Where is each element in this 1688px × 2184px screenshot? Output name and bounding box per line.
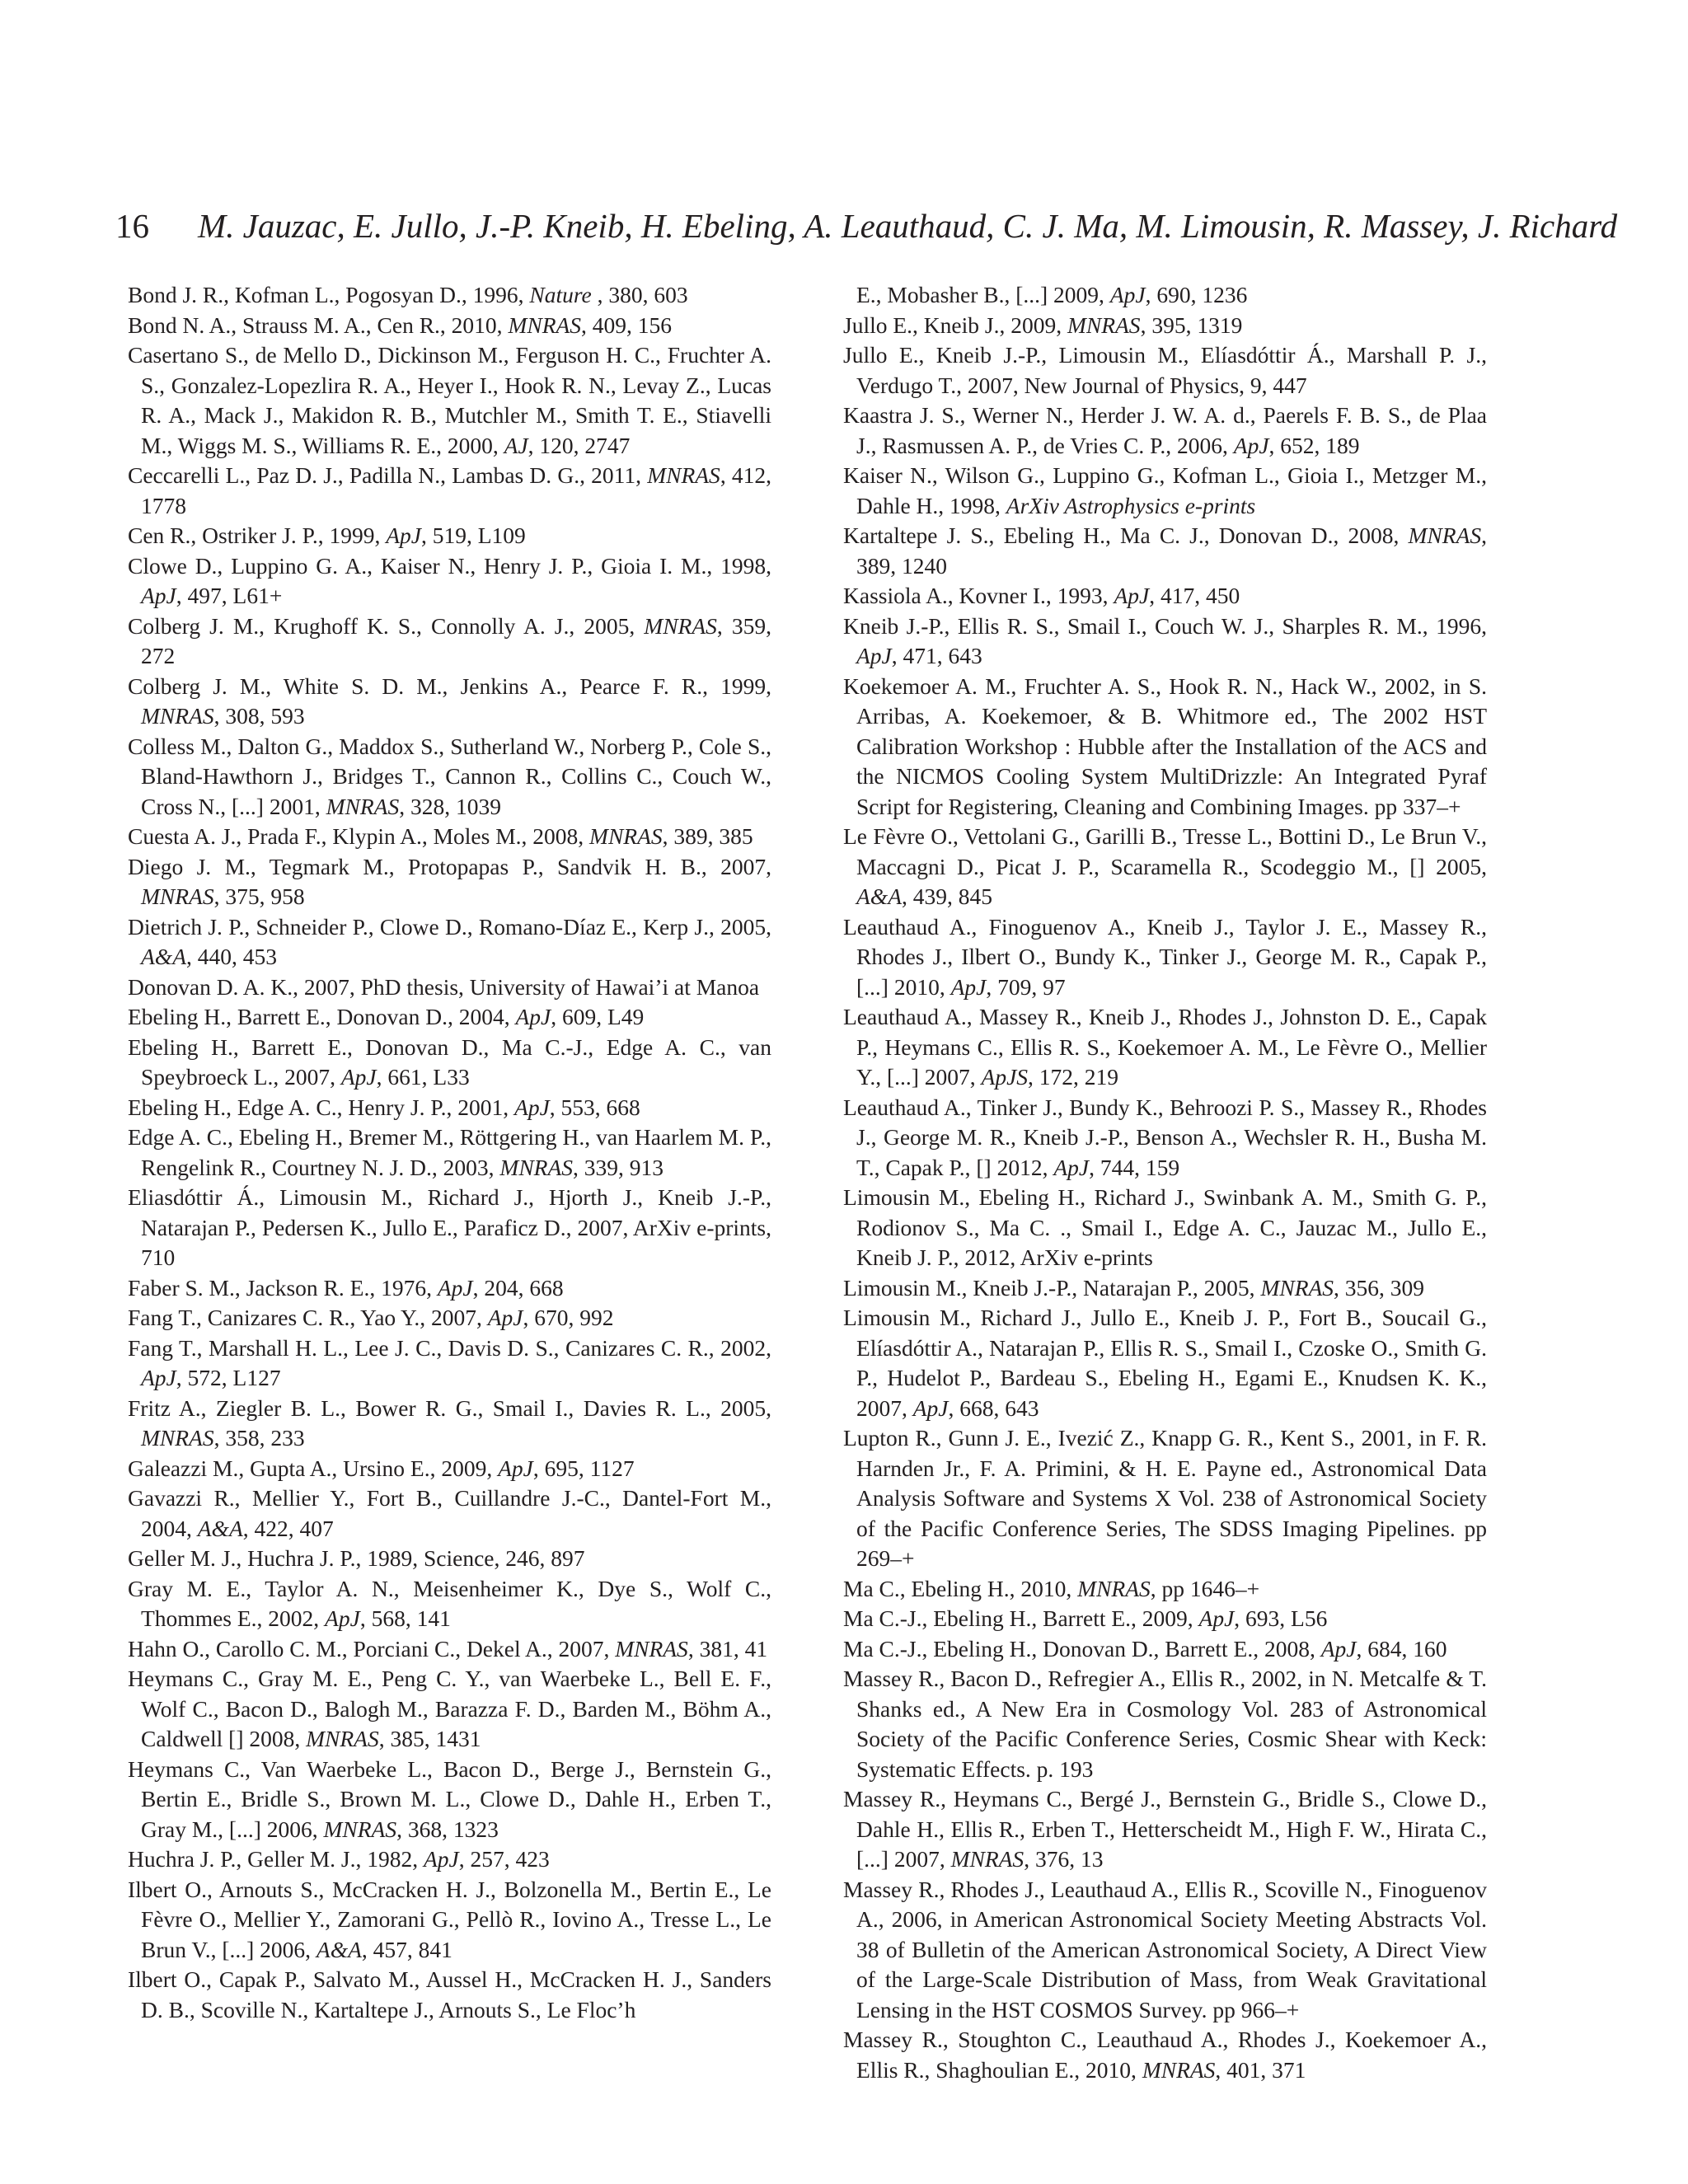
reference-journal: ApJ xyxy=(141,1365,176,1390)
reference-volume-pages: , 572, L127 xyxy=(176,1365,281,1390)
reference-journal: MNRAS xyxy=(141,883,214,909)
reference-text: Limousin M., Ebeling H., Richard J., Swinbank A. M., Smith G. P., Rodionov S., Ma C. ., Smail I., Edge A. C., Jauzac M., Jullo E., Kneib J. P., 2012, ArXiv e-prints xyxy=(843,1184,1487,1270)
references-left-column xyxy=(128,280,771,2025)
reference-entry xyxy=(843,1634,1487,1665)
reference-text: Bond J. R., Kofman L., Pogosyan D., 1996, xyxy=(128,282,530,307)
reference-volume-pages: , 668, 643 xyxy=(948,1394,1039,1421)
reference-entry xyxy=(128,672,771,732)
reference-volume-pages: , 389, 385 xyxy=(662,823,753,849)
reference-text: Massey R., Bacon D., Refregier A., Ellis R., 2002, in N. Metcalfe & T. Shanks ed., A New Era in Cosmology Vol. 283 of Astronomical Society of the Pacific Conference Series, Cosmic Shear with Keck: Systematic Effects. p. 193 xyxy=(843,1666,1487,1782)
reference-entry xyxy=(843,822,1487,912)
reference-journal: MNRAS xyxy=(1067,312,1141,338)
reference-entry xyxy=(843,612,1487,672)
reference-entry xyxy=(843,2025,1487,2085)
reference-volume-pages: , 709, 97 xyxy=(986,973,1066,1000)
page-number: 16 xyxy=(115,207,149,245)
reference-entry xyxy=(128,340,771,461)
reference-entry xyxy=(843,340,1487,401)
reference-text: Lupton R., Gunn J. E., Ivezić Z., Knapp G. R., Kent S., 2001, in F. R. Harnden Jr., F. A. Primini, & H. E. Payne ed., Astronomical Data Analysis Software and Systems X Vol. 238 of Astronomical Society of the Pacific Conference Series, The SDSS Imaging Pipelines. pp 269–+ xyxy=(843,1425,1487,1571)
reference-volume-pages: , 661, L33 xyxy=(376,1064,470,1090)
reference-entry xyxy=(128,461,771,521)
reference-text: Fang T., Marshall H. L., Lee J. C., Davis D. S., Canizares C. R., 2002, xyxy=(128,1334,771,1361)
reference-journal: ApJ xyxy=(1114,583,1150,608)
reference-journal: MNRAS xyxy=(1077,1575,1151,1601)
reference-journal: ApJ xyxy=(514,1094,550,1120)
reference-text: Cuesta A. J., Prada F., Klypin A., Moles M., 2008, xyxy=(128,823,590,849)
reference-journal: ApJ xyxy=(1053,1154,1090,1180)
reference-text: Huchra J. P., Geller M. J., 1982, xyxy=(128,1846,424,1872)
reference-text: Colberg J. M., Krughoff K. S., Connolly A. J., 2005, xyxy=(128,612,645,639)
reference-entry xyxy=(128,1755,771,1845)
reference-text: Cen R., Ostriker J. P., 1999, xyxy=(128,523,387,548)
reference-entry xyxy=(128,1664,771,1755)
reference-volume-pages: , 257, 423 xyxy=(458,1846,550,1872)
reference-text: Colberg J. M., White S. D. M., Jenkins A., Pearce F. R., 1999, xyxy=(128,673,771,699)
running-head: M. Jauzac, E. Jullo, J.-P. Kneib, H. Ebeling, A. Leauthaud, C. J. Ma, M. Limousin, R. Massey, J. Richard xyxy=(198,207,1618,245)
reference-entry xyxy=(843,1273,1487,1304)
reference-text: Ma C.-J., Ebeling H., Donovan D., Barrett E., 2008, xyxy=(843,1635,1321,1661)
reference-text: Limousin M., Kneib J.-P., Natarajan P., 2005, xyxy=(843,1274,1261,1301)
reference-volume-pages: , 693, L56 xyxy=(1234,1605,1328,1631)
reference-text: Ebeling H., Barrett E., Donovan D., 2004, xyxy=(128,1004,516,1029)
reference-journal: ApJ xyxy=(950,973,987,1000)
reference-volume-pages: , 120, 2747 xyxy=(528,432,631,458)
reference-volume-pages: , 417, 450 xyxy=(1149,583,1240,608)
reference-volume-pages: , 553, 668 xyxy=(549,1094,640,1120)
reference-journal: MNRAS xyxy=(499,1154,574,1180)
reference-text: Heymans C., Gray M. E., Peng C. Y., van Waerbeke L., Bell E. F., Wolf C., Bacon D., Balogh M., Barazza F. D., Barden M., Böhm A., Caldwell [] 2008, xyxy=(128,1666,771,1751)
reference-entry xyxy=(843,1574,1487,1605)
reference-journal: MNRAS xyxy=(647,462,720,488)
reference-journal: Nature xyxy=(529,282,592,307)
reference-journal: MNRAS xyxy=(306,1726,379,1751)
reference-volume-pages: , 609, L49 xyxy=(551,1004,645,1029)
reference-text: Leauthaud A., Finoguenov A., Kneib J., Taylor J. E., Massey R., Rhodes J., Ilbert O., Bundy K., Tinker J., George M. R., Capak P., [...] 2010, xyxy=(843,913,1487,1000)
reference-entry xyxy=(128,852,771,912)
reference-text: Eliasdóttir Á., Limousin M., Richard J., Hjorth J., Kneib J.-P., Natarajan P., Pedersen K., Jullo E., Paraficz D., 2007, ArXiv e-prints, 710 xyxy=(128,1184,771,1270)
reference-entry xyxy=(128,1574,771,1634)
reference-entry xyxy=(843,1423,1487,1574)
reference-volume-pages: , 412, 1778 xyxy=(141,462,771,518)
reference-journal: MNRAS xyxy=(1142,2056,1216,2083)
reference-volume-pages: , 684, 160 xyxy=(1356,1635,1447,1661)
reference-entry xyxy=(128,1033,771,1093)
reference-entry xyxy=(843,581,1487,612)
reference-volume-pages: , 568, 141 xyxy=(359,1605,451,1631)
reference-entry xyxy=(128,1303,771,1333)
reference-volume-pages: , 690, 1236 xyxy=(1145,282,1248,307)
reference-volume-pages: , 368, 1323 xyxy=(396,1816,499,1842)
reference-entry xyxy=(128,912,771,972)
reference-text: Jullo E., Kneib J., 2009, xyxy=(843,312,1067,338)
reference-text: Dietrich J. P., Schneider P., Clowe D., Romano-Díaz E., Kerp J., 2005, xyxy=(128,913,771,940)
reference-text: Donovan D. A. K., 2007, PhD thesis, University of Hawai’i at Manoa xyxy=(128,973,760,1000)
reference-entry xyxy=(128,732,771,823)
reference-journal: ApJ xyxy=(912,1394,949,1421)
reference-journal: MNRAS xyxy=(1408,523,1482,548)
reference-text: Ceccarelli L., Paz D. J., Padilla N., Lambas D. G., 2011, xyxy=(128,462,648,488)
reference-text: Gavazzi R., Mellier Y., Fort B., Cuillandre J.-C., Dantel-Fort M., 2004, xyxy=(128,1485,771,1541)
reference-text: Ilbert O., Capak P., Salvato M., Aussel H., McCracken H. J., Sanders D. B., Scoville N., Kartaltepe J., Arnouts S., Le Floc’h xyxy=(128,1966,771,2022)
reference-text: Bond N. A., Strauss M. A., Cen R., 2010, xyxy=(128,312,509,338)
reference-volume-pages: , 204, 668 xyxy=(472,1274,564,1301)
reference-volume-pages: , 695, 1127 xyxy=(532,1455,635,1481)
reference-volume-pages: , 652, 189 xyxy=(1268,432,1360,458)
reference-journal: MNRAS xyxy=(615,1635,688,1661)
reference-journal: ApJ xyxy=(498,1455,533,1481)
reference-journal: MNRAS xyxy=(508,312,582,338)
reference-entry xyxy=(843,280,1487,311)
reference-volume-pages: , 422, 407 xyxy=(242,1515,334,1541)
reference-text: Le Fèvre O., Vettolani G., Garilli B., Tresse L., Bottini D., Le Brun V., Maccagni D., Picat J. P., Scaramella R., Scodeggio M., [] 2005, xyxy=(843,823,1487,879)
reference-journal: ApJ xyxy=(515,1004,551,1029)
reference-journal: ArXiv Astrophysics e-prints xyxy=(1006,492,1256,518)
reference-journal: MNRAS xyxy=(1260,1274,1334,1301)
reference-volume-pages: , 497, L61+ xyxy=(176,583,283,608)
reference-entry xyxy=(128,1454,771,1484)
reference-entry xyxy=(843,672,1487,823)
reference-entry xyxy=(128,1183,771,1273)
reference-entry xyxy=(128,612,771,672)
reference-volume-pages: , 339, 913 xyxy=(573,1154,664,1180)
reference-text: Geller M. J., Huchra J. P., 1989, Science, 246, 897 xyxy=(128,1545,585,1571)
reference-text: Diego J. M., Tegmark M., Protopapas P., Sandvik H. B., 2007, xyxy=(128,853,771,879)
reference-journal: ApJ xyxy=(1109,282,1146,307)
reference-text: Heymans C., Van Waerbeke L., Bacon D., Berge J., Bernstein G., Bertin E., Bridle S., Brown M. L., Clowe D., Dahle H., Erben T., Gray M., [...] 2006, xyxy=(128,1755,771,1842)
reference-entry xyxy=(128,1965,771,2025)
reference-entry xyxy=(128,1002,771,1033)
reference-text: Fritz A., Ziegler B. L., Bower R. G., Smail I., Davies R. L., 2005, xyxy=(128,1394,771,1421)
reference-text: Massey R., Rhodes J., Leauthaud A., Ellis R., Scoville N., Finoguenov A., 2006, in American Astronomical Society Meeting Abstracts Vol. 38 of Bulletin of the American Astronomical Society, A Direct View of the Large-Scale Distribution of Mass, from Weak Gravitational Lensing in the HST COSMOS Survey. pp 966–+ xyxy=(843,1876,1487,2022)
reference-journal: ApJ xyxy=(487,1305,523,1330)
reference-text: Faber S. M., Jackson R. E., 1976, xyxy=(128,1274,438,1301)
reference-journal: MNRAS xyxy=(141,1425,214,1451)
reference-entry xyxy=(843,1303,1487,1423)
reference-entry xyxy=(128,1122,771,1183)
reference-text: Kartaltepe J. S., Ebeling H., Ma C. J., Donovan D., 2008, xyxy=(843,523,1409,548)
reference-journal: MNRAS xyxy=(950,1846,1025,1872)
reference-text: Edge A. C., Ebeling H., Bremer M., Röttgering H., van Haarlem M. P., Rengelink R., Courtney N. J. D., 2003, xyxy=(128,1124,771,1180)
reference-journal: MNRAS xyxy=(589,823,663,849)
reference-text: Jullo E., Kneib J.-P., Limousin M., Elíasdóttir Á., Marshall P. J., Verdugo T., 2007, New Journal of Physics, 9, 447 xyxy=(843,342,1487,398)
reference-entry xyxy=(843,912,1487,1003)
reference-entry xyxy=(843,1093,1487,1183)
reference-volume-pages: , 401, 371 xyxy=(1215,2056,1306,2083)
reference-entry xyxy=(128,1483,771,1544)
reference-volume-pages: , 389, 1240 xyxy=(856,523,1487,579)
reference-entry xyxy=(843,311,1487,341)
reference-journal: MNRAS xyxy=(141,703,214,729)
reference-entry xyxy=(843,1002,1487,1093)
reference-journal: ApJ xyxy=(386,523,421,548)
reference-text: Hahn O., Carollo C. M., Porciani C., Dekel A., 2007, xyxy=(128,1635,616,1661)
reference-entry xyxy=(128,1273,771,1304)
reference-journal: ApJS xyxy=(981,1064,1029,1090)
reference-text: Limousin M., Richard J., Jullo E., Kneib J. P., Fort B., Soucail G., Elíasdóttir A., Natarajan P., Ellis R. S., Smail I., Czoske O., Smith G. P., Hudelot P., Bardeau S., Ebeling H., Egami E., Knudsen K. K., 2007, xyxy=(843,1305,1487,1421)
reference-text: E., Mobasher B., [...] 2009, xyxy=(856,282,1110,307)
reference-text: Fang T., Canizares C. R., Yao Y., 2007, xyxy=(128,1305,488,1330)
reference-entry xyxy=(843,1604,1487,1634)
reference-volume-pages: , 359, 272 xyxy=(141,612,771,668)
reference-entry xyxy=(128,551,771,612)
reference-journal: AJ xyxy=(504,432,528,458)
reference-text: Kneib J.-P., Ellis R. S., Smail I., Couch W. J., Sharples R. M., 1996, xyxy=(843,612,1487,639)
reference-volume-pages: , 409, 156 xyxy=(581,312,673,338)
reference-volume-pages: , 381, 41 xyxy=(687,1635,768,1661)
reference-text: Massey R., Stoughton C., Leauthaud A., Rhodes J., Koekemoer A., Ellis R., Shaghoulian E., 2010, xyxy=(843,2027,1487,2083)
reference-entry xyxy=(843,461,1487,521)
reference-entry xyxy=(128,1875,771,1966)
reference-volume-pages: , 358, 233 xyxy=(213,1425,305,1451)
reference-text: Kaastra J. S., Werner N., Herder J. W. A. d., Paerels F. B. S., de Plaa J., Rasmussen A. P., de Vries C. P., 2006, xyxy=(843,402,1487,458)
reference-entry xyxy=(128,1634,771,1665)
reference-volume-pages: , 308, 593 xyxy=(213,703,305,729)
reference-entry xyxy=(843,1784,1487,1875)
reference-journal: ApJ xyxy=(141,583,176,608)
reference-text: Kassiola A., Kovner I., 1993, xyxy=(843,583,1114,608)
reference-text: Casertano S., de Mello D., Dickinson M., Ferguson H. C., Fruchter A. S., Gonzalez-Lopezlira R. A., Heyer I., Hook R. N., Levay Z., Lucas R. A., Mack J., Makidon R. B., Mutchler M., Smith T. E., Stiavelli M., Wiggs M. S., Williams R. E., 2000, xyxy=(128,342,771,458)
reference-journal: ApJ xyxy=(856,643,892,668)
reference-journal: MNRAS xyxy=(644,612,717,639)
reference-volume-pages: , 395, 1319 xyxy=(1140,312,1243,338)
reference-volume-pages: , 385, 1431 xyxy=(378,1726,481,1751)
reference-text: Leauthaud A., Massey R., Kneib J., Rhodes J., Johnston D. E., Capak P., Heymans C., Ellis R. S., Koekemoer A. M., Le Fèvre O., Mellier Y., [...] 2007, xyxy=(843,1004,1487,1090)
reference-volume-pages: , 471, 643 xyxy=(891,643,982,668)
reference-volume-pages: , 328, 1039 xyxy=(399,793,501,819)
reference-journal: ApJ xyxy=(325,1605,360,1631)
reference-volume-pages: , 440, 453 xyxy=(186,944,277,969)
reference-volume-pages: , 519, L109 xyxy=(420,523,526,548)
reference-entry xyxy=(128,1844,771,1875)
reference-entry xyxy=(843,1664,1487,1784)
reference-volume-pages: , pp 1646–+ xyxy=(1150,1575,1260,1601)
reference-text: Colless M., Dalton G., Maddox S., Sutherland W., Norberg P., Cole S., Bland-Hawthorn J., Bridges T., Cannon R., Collins C., Couch W., Cross N., [...] 2001, xyxy=(128,733,771,819)
reference-entry xyxy=(843,401,1487,461)
reference-volume-pages: , 457, 841 xyxy=(361,1936,452,1962)
reference-entry xyxy=(843,1183,1487,1273)
reference-entry xyxy=(128,972,771,1003)
reference-volume-pages: , 670, 992 xyxy=(523,1305,614,1330)
reference-journal: ApJ xyxy=(424,1846,459,1872)
reference-text: Kaiser N., Wilson G., Luppino G., Kofman L., Gioia I., Metzger M., Dahle H., 1998, xyxy=(843,462,1487,518)
reference-entry xyxy=(128,1394,771,1454)
reference-entry xyxy=(128,311,771,341)
reference-entry xyxy=(128,1093,771,1123)
reference-journal: ApJ xyxy=(1198,1605,1235,1631)
reference-entry xyxy=(128,280,771,311)
reference-entry xyxy=(128,822,771,852)
page-header xyxy=(115,203,1618,249)
reference-volume-pages: , 172, 219 xyxy=(1028,1064,1119,1090)
reference-entry xyxy=(843,521,1487,581)
reference-text: Clowe D., Luppino G. A., Kaiser N., Henry J. P., Gioia I. M., 1998, xyxy=(128,552,771,579)
reference-text: Ma C.-J., Ebeling H., Barrett E., 2009, xyxy=(843,1605,1199,1631)
reference-journal: MNRAS xyxy=(326,793,400,819)
reference-text: Galeazzi M., Gupta A., Ursino E., 2009, xyxy=(128,1455,499,1481)
reference-entry xyxy=(128,1333,771,1394)
reference-text: Koekemoer A. M., Fruchter A. S., Hook R. N., Hack W., 2002, in S. Arribas, A. Koekemoer, & B. Whitmore ed., The 2002 HST Calibration Workshop : Hubble after the Installation of the ACS and the NICMOS Cooling System MultiDrizzle: An Integrated Pyraf Script for Registering, Cleaning and Combining Images. pp 337–+ xyxy=(843,673,1487,819)
reference-journal: ApJ xyxy=(437,1274,473,1301)
reference-text: Gray M. E., Taylor A. N., Meisenheimer K., Dye S., Wolf C., Thommes E., 2002, xyxy=(128,1575,771,1631)
reference-volume-pages: , 439, 845 xyxy=(902,883,992,909)
references-right-column xyxy=(843,280,1487,2085)
reference-entry xyxy=(128,1544,771,1574)
reference-text: Leauthaud A., Tinker J., Bundy K., Behroozi P. S., Massey R., Rhodes J., George M. R., Kneib J.-P., Benson A., Wechsler R. H., Busha M. T., Capak P., [] 2012, xyxy=(843,1094,1487,1180)
reference-journal: A&A xyxy=(141,944,186,969)
reference-volume-pages: , 375, 958 xyxy=(213,883,305,909)
reference-text: Massey R., Heymans C., Bergé J., Bernstein G., Bridle S., Clowe D., Dahle H., Ellis R., Erben T., Hetterscheidt M., High F. W., Hirata C., [...] 2007, xyxy=(843,1786,1487,1872)
reference-entry xyxy=(843,1875,1487,2026)
reference-text: Ilbert O., Arnouts S., McCracken H. J., Bolzonella M., Bertin E., Le Fèvre O., Mellier Y., Zamorani G., Pellò R., Iovino A., Tresse L., Le Brun V., [...] 2006, xyxy=(128,1876,771,1962)
reference-journal: A&A xyxy=(856,883,902,909)
reference-journal: ApJ xyxy=(1320,1635,1357,1661)
reference-journal: A&A xyxy=(197,1515,243,1541)
reference-journal: ApJ xyxy=(340,1064,377,1090)
reference-volume-pages: , 744, 159 xyxy=(1089,1154,1180,1180)
reference-journal: ApJ xyxy=(1233,432,1269,458)
reference-volume-pages: , 380, 603 xyxy=(591,282,688,307)
reference-journal: A&A xyxy=(316,1936,362,1962)
reference-volume-pages: , 376, 13 xyxy=(1024,1846,1104,1872)
reference-volume-pages: , 356, 309 xyxy=(1334,1274,1425,1301)
reference-journal: MNRAS xyxy=(323,1816,397,1842)
reference-text: Ebeling H., Edge A. C., Henry J. P., 2001, xyxy=(128,1094,515,1120)
reference-text: Ma C., Ebeling H., 2010, xyxy=(843,1575,1078,1601)
reference-text: Ebeling H., Barrett E., Donovan D., Ma C.-J., Edge A. C., van Speybroeck L., 2007, xyxy=(128,1033,771,1090)
reference-entry xyxy=(128,521,771,551)
